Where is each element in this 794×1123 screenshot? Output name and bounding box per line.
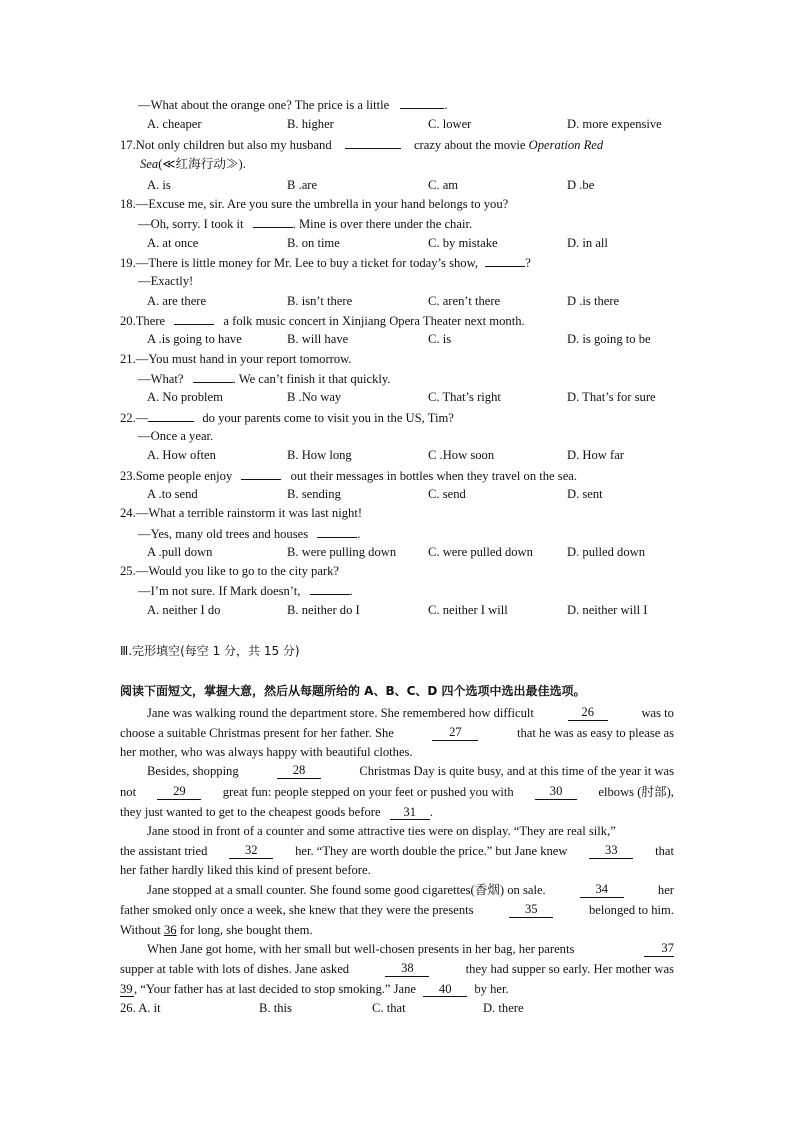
q24-line2: —Yes, many old trees and houses . (138, 527, 361, 541)
blank-29: 29 (157, 784, 201, 800)
q21-option-c: C. That’s right (428, 390, 501, 404)
q18-option-c: C. by mistake (428, 236, 498, 250)
q16-option-b: B. higher (287, 117, 334, 131)
q22-option-d: D. How far (567, 448, 625, 462)
q23-option-b: B. sending (287, 487, 341, 501)
blank-27: 27 (432, 725, 478, 741)
q21-option-d: D. That’s for sure (567, 390, 656, 404)
q17-line1: 17.Not only children but also my husband crazy about the movie Operation Red (120, 138, 604, 152)
q16-option-d: D. more expensive (567, 117, 662, 131)
q22-line1: 22.— do your parents come to visit you in the US, Tim? (120, 411, 454, 425)
q17-option-a: A. is (147, 178, 171, 192)
q22-option-c: C .How soon (428, 448, 495, 462)
q16-option-c: C. lower (428, 117, 472, 131)
q21-line1: 21.—You must hand in your report tomorrow. (120, 352, 352, 366)
q19-option-b: B. isn’t there (287, 294, 353, 308)
q20-option-d: D. is going to be (567, 332, 651, 346)
q18-option-a: A. at once (147, 236, 199, 250)
answer-blank (485, 254, 525, 267)
answer-blank (310, 582, 350, 595)
q26-option-a: 26. A. it (120, 1001, 161, 1015)
q21-option-b: B .No way (287, 390, 342, 404)
q25-option-a: A. neither I do (147, 603, 221, 617)
answer-blank (241, 467, 281, 480)
q20-option-c: C. is (428, 332, 452, 346)
q18-option-b: B. on time (287, 236, 340, 250)
q24-option-d: D. pulled down (567, 545, 646, 559)
q17-option-d: D .be (567, 178, 595, 192)
passage-p3-line1: Jane stood in front of a counter and some attractive ties were on display. “They are real silk,” (147, 824, 616, 838)
passage-p5-line3: 39, “Your father has at last decided to stop smoking.” Jane 40 by her. (120, 982, 509, 996)
q20-option-a: A .is going to have (147, 332, 242, 346)
blank-32: 32 (229, 843, 273, 859)
passage-p1-line1: Jane was walking round the department store. She remembered how difficult 26 was to (147, 705, 674, 720)
q26-option-b: B. this (259, 1001, 292, 1015)
blank-35: 35 (509, 902, 553, 918)
q16-option-a: A. cheaper (147, 117, 202, 131)
q19-option-d: D .is there (567, 294, 620, 308)
blank-36: 36 (163, 923, 177, 937)
q16-line2: —What about the orange one? The price is a little . (138, 98, 448, 112)
q18-option-d: D. in all (567, 236, 608, 250)
q22-option-b: B. How long (287, 448, 352, 462)
q23-line1: 23.Some people enjoy out their messages in bottles when they travel on the sea. (120, 469, 578, 483)
blank-30: 30 (535, 784, 577, 800)
passage-p3-line3: her father hardly liked this kind of present before. (120, 863, 371, 877)
q22-line2: —Once a year. (138, 429, 214, 443)
q24-option-a: A .pull down (147, 545, 213, 559)
q18-line2: —Oh, sorry. I took it . Mine is over there under the chair. (138, 217, 473, 231)
q25-line1: 25.—Would you like to go to the city park? (120, 564, 339, 578)
answer-blank (253, 215, 293, 228)
answer-blank (148, 409, 194, 422)
passage-p4-line1: Jane stopped at a small counter. She found some good cigarettes(香烟) on sale. 34 her (147, 882, 674, 897)
q17-option-b: B .are (287, 178, 318, 192)
blank-31: 31 (390, 805, 430, 820)
section-instruction: 阅读下面短文，掌握大意，然后从每题所给的 A、B、C、D 四个选项中选出最佳选项。 (120, 684, 586, 698)
q24-option-b: B. were pulling down (287, 545, 397, 559)
q25-option-b: B. neither do I (287, 603, 360, 617)
q25-option-d: D. neither will I (567, 603, 648, 617)
answer-blank (193, 370, 233, 383)
passage-p5-line1: When Jane got home, with her small but well-chosen presents in her bag, her parents 37 (147, 941, 674, 956)
q18-line1: 18.—Excuse me, sir. Are you sure the umbrella in your hand belongs to you? (120, 197, 509, 211)
passage-p4-line3: Without 36 for long, she bought them. (120, 923, 313, 937)
q23-option-d: D. sent (567, 487, 603, 501)
passage-p1-line3: her mother, who was always happy with beautiful clothes. (120, 745, 413, 759)
blank-26: 26 (568, 705, 608, 721)
q26-option-c: C. that (372, 1001, 406, 1015)
q25-option-c: C. neither I will (428, 603, 508, 617)
q23-option-c: C. send (428, 487, 466, 501)
blank-28: 28 (277, 763, 321, 779)
answer-blank (400, 96, 444, 109)
q19-line2: —Exactly! (138, 274, 194, 288)
q21-option-a: A. No problem (147, 390, 223, 404)
blank-33: 33 (589, 843, 633, 859)
q17-option-c: C. am (428, 178, 459, 192)
q20-line1: 20.There a folk music concert in Xinjiang Opera Theater next month. (120, 314, 525, 328)
q21-line2: —What? . We can’t finish it that quickly. (138, 372, 391, 386)
q23-option-a: A .to send (147, 487, 198, 501)
q19-option-c: C. aren’t there (428, 294, 501, 308)
q24-option-c: C. were pulled down (428, 545, 533, 559)
blank-38: 38 (385, 961, 429, 977)
blank-39: 39 (120, 982, 133, 996)
q19-line1: 19.—There is little money for Mr. Lee to buy a ticket for today’s show, ? (120, 256, 531, 270)
passage-p1-line2: choose a suitable Christmas present for her father. She 27 that he was as easy to please as (120, 725, 674, 740)
q24-line1: 24.—What a terrible rainstorm it was last night! (120, 506, 363, 520)
q17-line2: Sea(≪红海行动≫). (140, 157, 246, 171)
answer-blank (174, 312, 214, 325)
q22-option-a: A. How often (147, 448, 216, 462)
q26-option-d: D. there (483, 1001, 524, 1015)
passage-p2-line1: Besides, shopping 28 Christmas Day is quite busy, and at this time of the year it was (147, 763, 674, 778)
passage-p4-line2: father smoked only once a week, she knew that they were the presents 35 belonged to him. (120, 902, 674, 917)
passage-p2-line3: they just wanted to get to the cheapest goods before 31 . (120, 805, 433, 819)
answer-blank (317, 525, 357, 538)
q20-option-b: B. will have (287, 332, 349, 346)
q25-line2: —I’m not sure. If Mark doesn’t, . (138, 584, 353, 598)
passage-p3-line2: the assistant tried 32 her. “They are worth double the price.” but Jane knew 33 that (120, 843, 674, 858)
passage-p5-line2: supper at table with lots of dishes. Jane asked 38 they had supper so early. Her mother was (120, 961, 674, 976)
passage-p2-line2: not 29 great fun: people stepped on your feet or pushed you with 30 elbows (肘部), (120, 784, 674, 799)
q19-option-a: A. are there (147, 294, 207, 308)
section-title: Ⅲ.完形填空(每空 1 分，共 15 分) (120, 644, 300, 658)
answer-blank (345, 136, 401, 149)
blank-37: 37 (644, 941, 674, 957)
blank-40: 40 (423, 982, 467, 997)
blank-34: 34 (580, 882, 624, 898)
